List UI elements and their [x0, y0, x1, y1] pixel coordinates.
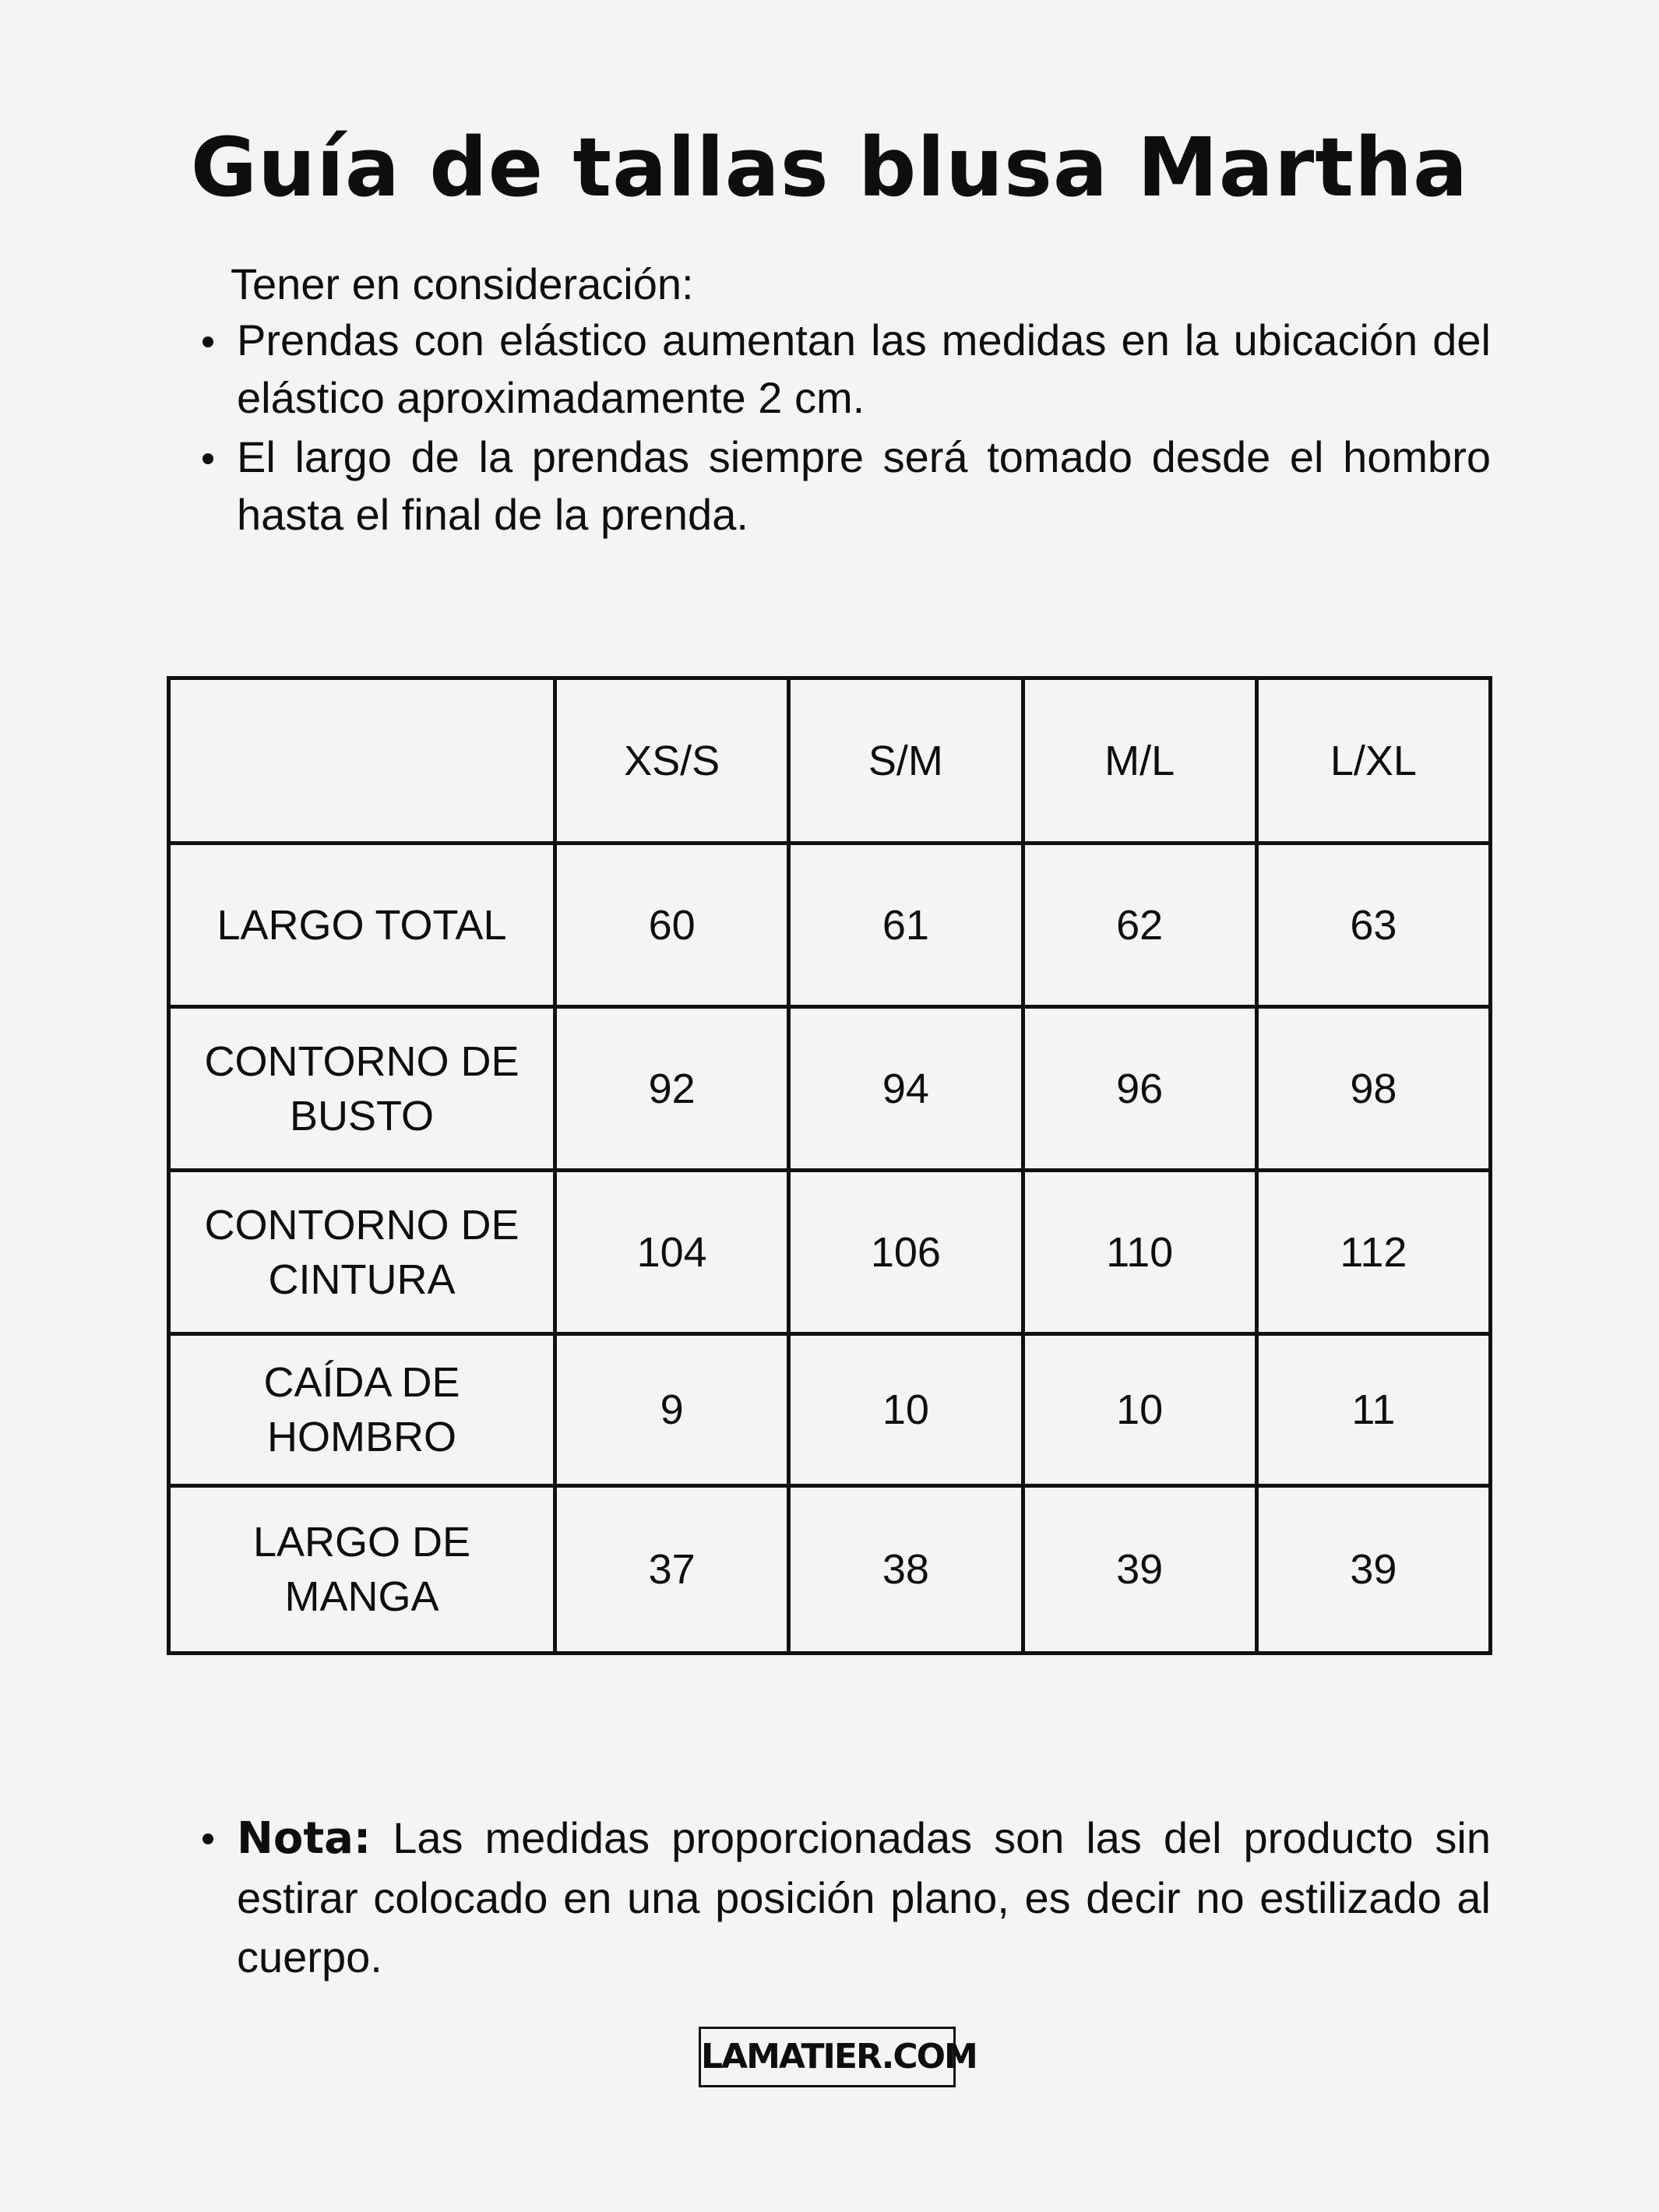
table-row	[169, 844, 1491, 1007]
table-cell: 92	[555, 1007, 789, 1171]
consideration-item-elastic: Prendas con elástico aumentan las medidas en la ubicación del elástico aproximadamente 2 cm.	[198, 312, 1491, 427]
header-size-m-l: M/L	[1023, 678, 1256, 844]
table-cell: 11	[1256, 1334, 1490, 1486]
row-label-caida-hombro: CAÍDA DE HOMBRO	[169, 1334, 555, 1486]
table-cell: 98	[1256, 1007, 1490, 1171]
table-row	[169, 1171, 1491, 1334]
table-cell: 96	[1023, 1007, 1256, 1171]
row-label-contorno-busto: CONTORNO DE BUSTO	[169, 1007, 555, 1171]
table-cell: 60	[555, 844, 789, 1007]
table-row	[169, 1486, 1491, 1654]
consideration-heading: Tener en consideración:	[231, 259, 694, 308]
table-row	[169, 1007, 1491, 1171]
page-title: Guía de tallas blusa Martha	[190, 120, 1469, 215]
table-cell: 38	[789, 1486, 1023, 1654]
row-label-largo-manga: LARGO DE MANGA	[169, 1486, 555, 1654]
header-empty-cell	[169, 678, 555, 844]
table-cell: 94	[789, 1007, 1023, 1171]
table-cell: 63	[1256, 844, 1490, 1007]
table-cell: 9	[555, 1334, 789, 1486]
size-header-row	[169, 678, 1491, 844]
note-label: Nota:	[237, 1813, 372, 1864]
consideration-list	[198, 312, 1491, 545]
site-url-badge: LAMATIER.COM	[699, 2027, 956, 2087]
row-label-contorno-cintura: CONTORNO DE CINTURA	[169, 1171, 555, 1334]
table-cell: 104	[555, 1171, 789, 1334]
table-cell: 62	[1023, 844, 1256, 1007]
table-cell: 61	[789, 844, 1023, 1007]
note-text: Las medidas proporcionadas son las del producto sin estirar colocado en una posición plano, es decir no estilizado al cuerpo.	[237, 1813, 1491, 1981]
header-size-l-xl: L/XL	[1256, 678, 1490, 844]
table-cell: 112	[1256, 1171, 1490, 1334]
header-size-s-m: S/M	[789, 678, 1023, 844]
table-cell: 110	[1023, 1171, 1256, 1334]
table-row	[169, 1334, 1491, 1486]
table-cell: 106	[789, 1171, 1023, 1334]
table-cell: 10	[789, 1334, 1023, 1486]
table-cell: 10	[1023, 1334, 1256, 1486]
size-table	[167, 676, 1492, 1655]
note-list	[198, 1809, 1491, 1987]
table-cell: 39	[1256, 1486, 1490, 1654]
row-label-largo-total: LARGO TOTAL	[169, 844, 555, 1007]
consideration-item-length: El largo de la prendas siempre será tomado desde el hombro hasta el final de la prenda.	[198, 428, 1491, 544]
note-item	[198, 1809, 1491, 1987]
header-size-xs-s: XS/S	[555, 678, 789, 844]
table-cell: 39	[1023, 1486, 1256, 1654]
table-cell: 37	[555, 1486, 789, 1654]
